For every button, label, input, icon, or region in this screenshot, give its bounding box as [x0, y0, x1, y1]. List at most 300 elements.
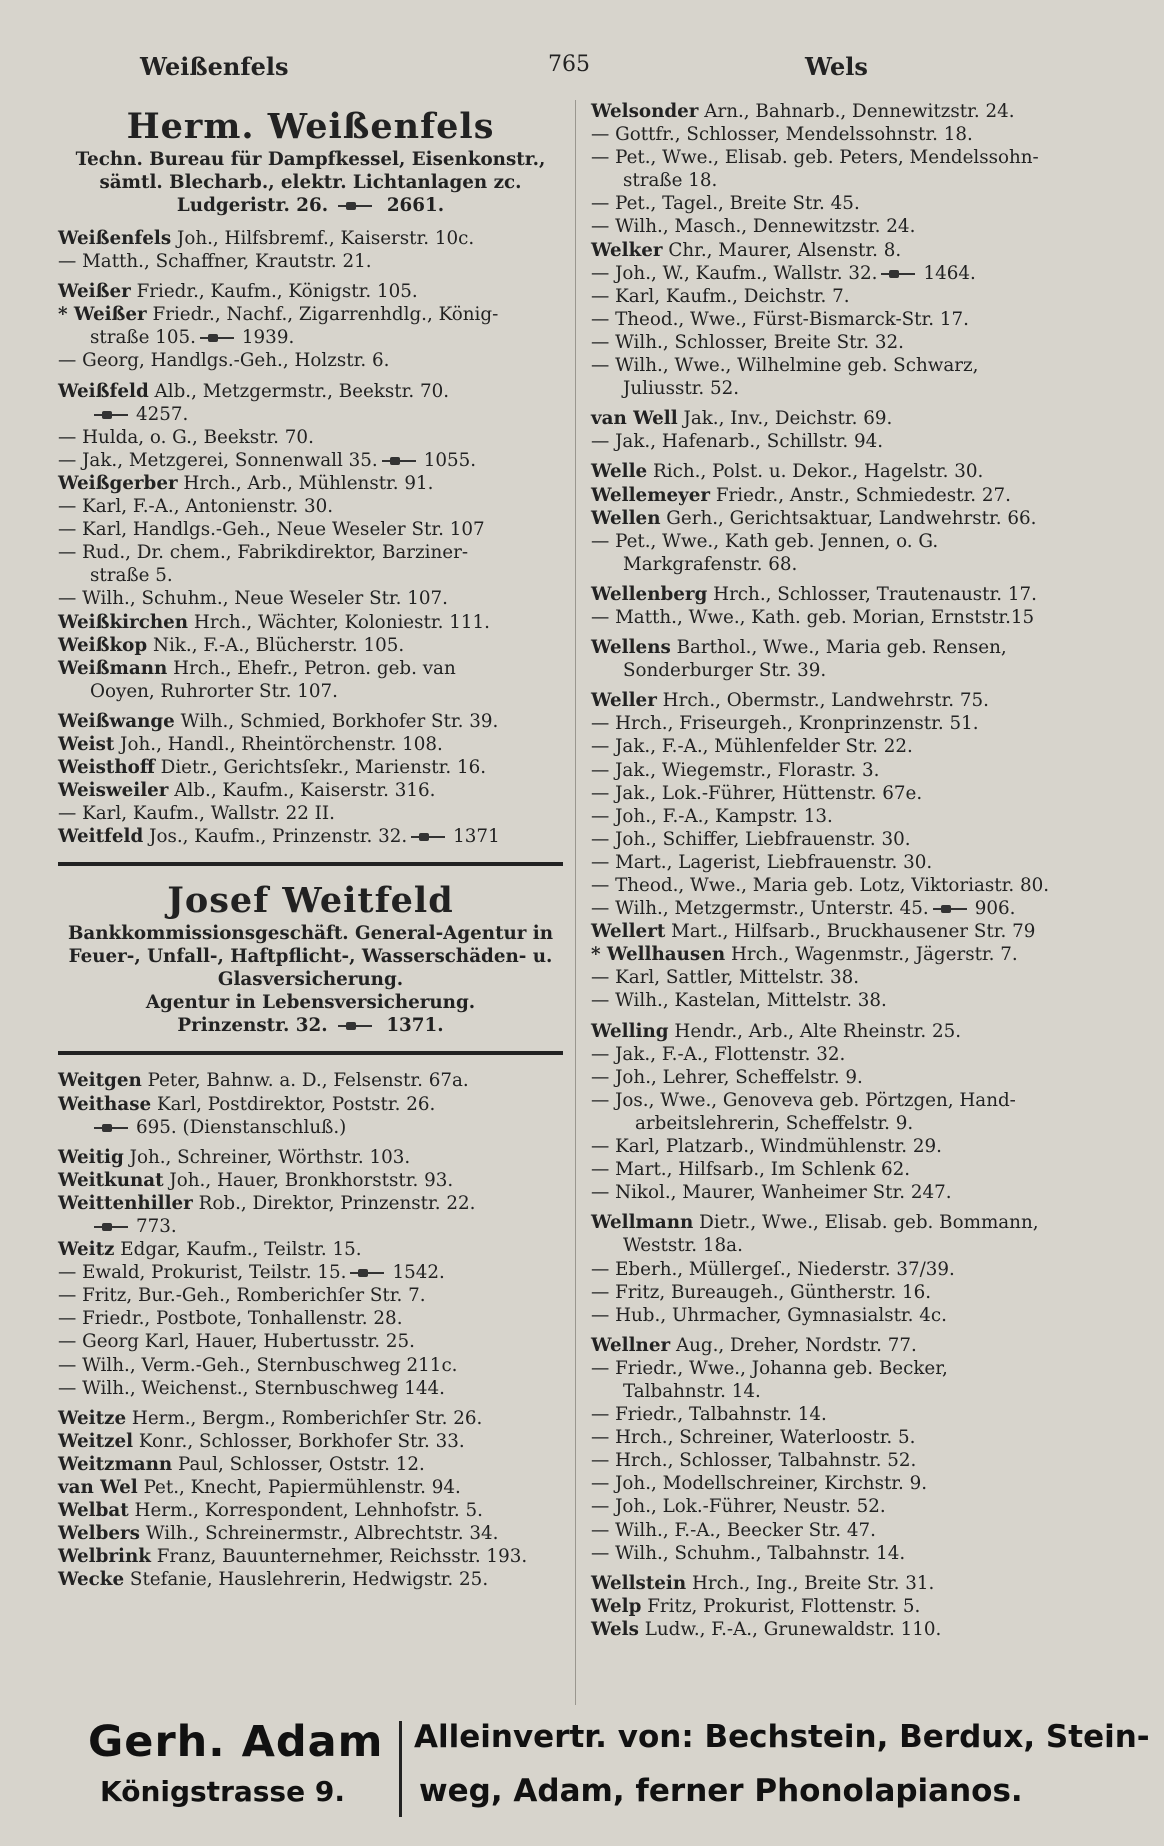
entry-details: — Karl, Sattler, Mittelstr. 38. [591, 967, 860, 989]
directory-entry [58, 227, 563, 250]
telephone-icon [933, 905, 971, 913]
directory-entry [591, 735, 1111, 758]
ad-line [58, 1014, 563, 1037]
entry-surname: Wellen [591, 507, 661, 529]
entry-details: — Wilh., Kastelan, Mittelstr. 38. [591, 990, 887, 1012]
telephone-icon [881, 270, 919, 278]
entry-surname: Welling [591, 1020, 669, 1042]
entry-details: Markgrafenstr. 68. [623, 553, 798, 575]
directory-entry [591, 1495, 1111, 1518]
directory-entry [591, 308, 1111, 331]
entry-details: Herm., Korrespondent, Lehnhofstr. 5. [134, 1500, 483, 1522]
directory-entry [58, 779, 563, 802]
directory-entry [591, 966, 1111, 989]
directory-entry [58, 1146, 563, 1169]
directory-entry [58, 1430, 563, 1453]
entry-details: Hrch., Obermstr., Landwehrstr. 75. [662, 690, 989, 712]
directory-entry [591, 1304, 1111, 1327]
ad-herm-weissenfels [58, 106, 563, 217]
entry-details: Alb., Kaufm., Kaiserstr. 316. [174, 780, 436, 802]
entry-surname: * Wellhausen [591, 944, 726, 966]
entry-details: Joh., Handl., Rheintörchenstr. 108. [120, 733, 443, 755]
entry-details: — Wilh., Metzgermstr., Unterstr. 45. [591, 898, 929, 920]
advertiser-name: Gerh. Adam [88, 1717, 384, 1767]
directory-entry [58, 1522, 563, 1545]
ad-text-line-1: Alleinvertr. von: Bechstein, Berdux, Stein- [414, 1719, 1150, 1755]
directory-entry [591, 100, 1111, 123]
entry-details: — Wilh., Schuhm., Neue Weseler Str. 107. [58, 588, 448, 610]
directory-entry [58, 472, 563, 495]
entry-surname: Welbers [58, 1523, 140, 1545]
ad-divider [399, 1721, 402, 1817]
directory-entry [591, 407, 1111, 430]
directory-entry [591, 1112, 1111, 1135]
directory-entry [591, 430, 1111, 453]
directory-entry [591, 169, 1111, 192]
entry-details: — Fritz, Bureaugeh., Güntherstr. 16. [591, 1281, 932, 1303]
column-divider [575, 100, 576, 1705]
entry-details: Chr., Maurer, Alsenstr. 8. [668, 239, 902, 261]
entry-details: — Pet., Tagel., Breite Str. 45. [591, 193, 860, 215]
directory-entry [591, 1043, 1111, 1066]
directory-entry [591, 782, 1111, 805]
entry-details: — Jos., Wwe., Genoveva geb. Pörtzgen, Hand- [591, 1089, 1016, 1111]
entry-details: — Joh., Lehrer, Scheffelstr. 9. [591, 1066, 863, 1088]
directory-entry [591, 1542, 1111, 1565]
directory-entry [58, 564, 563, 587]
left-column [58, 100, 563, 1592]
entry-surname: Weitzmann [58, 1453, 173, 1475]
right-column [591, 100, 1111, 1641]
entry-details: — Wilh., F.-A., Beecker Str. 47. [591, 1519, 876, 1541]
directory-entry [591, 1357, 1111, 1380]
entry-details: Friedr., Anstr., Schmiedestr. 27. [715, 484, 1011, 506]
directory-entry [591, 1135, 1111, 1158]
entry-details: — Fritz, Bur.-Geh., Romberichſer Str. 7. [58, 1285, 426, 1307]
entry-details: Hendr., Arb., Alte Rheinstr. 25. [674, 1020, 962, 1042]
entry-details: — Joh., Modellschreiner, Kirchstr. 9. [591, 1473, 928, 1495]
entry-surname: * Weißer [58, 304, 147, 326]
directory-entry [58, 1261, 563, 1284]
entry-details: — Joh., Schiffer, Liebfrauenstr. 30. [591, 828, 911, 850]
entry-details: — Jak., F.-A., Mühlenfelder Str. 22. [591, 736, 913, 758]
page-header [0, 52, 1164, 86]
directory-entry [591, 1211, 1111, 1234]
entry-details: — Matth., Schaffner, Krautstr. 21. [58, 251, 372, 273]
directory-entry [58, 1568, 563, 1591]
entry-details: — Hrch., Friseurgeh., Kronprinzenstr. 51. [591, 713, 979, 735]
entry-details: — Hrch., Schlosser, Talbahnstr. 52. [591, 1450, 917, 1472]
directory-entry [591, 507, 1111, 530]
directory-entry [58, 303, 563, 326]
entry-phone: 906. [974, 898, 1016, 920]
entry-details: Joh., Schreiner, Wörthstr. 103. [129, 1146, 411, 1168]
entry-details: — Georg, Handlgs.-Geh., Holzstr. 6. [58, 350, 390, 372]
entry-details: — Ewald, Prokurist, Teilstr. 15. [58, 1262, 347, 1284]
ad-line: Feuer-, Unfall-, Haftpflicht-, Wasserschäden- u. [68, 946, 553, 968]
entry-details: Gerh., Gerichtsaktuar, Landwehrstr. 66. [666, 507, 1037, 529]
entry-surname: Wels [591, 1618, 639, 1640]
entry-details: — Mart., Hilfsarb., Im Schlenk 62. [591, 1159, 911, 1181]
entry-details: Hrch., Wächter, Koloniestr. 111. [193, 611, 490, 633]
directory-entry [58, 1284, 563, 1307]
section-rule [58, 862, 563, 866]
ad-line: Glasversicherung. [217, 969, 404, 991]
telephone-icon [94, 1223, 132, 1231]
directory-entry [591, 1281, 1111, 1304]
entry-details: Franz, Bauunternehmer, Reichsstr. 193. [156, 1546, 528, 1568]
directory-entry [591, 1426, 1111, 1449]
entry-details: Herm., Bergm., Romberichſer Str. 26. [131, 1407, 483, 1429]
entry-details: Edgar, Kaufm., Teilstr. 15. [120, 1239, 362, 1261]
entry-surname: Weitzel [58, 1430, 134, 1452]
entry-surname: Weißkirchen [58, 611, 189, 633]
directory-entry [58, 495, 563, 518]
directory-entry [591, 146, 1111, 169]
entry-details: — Wilh., Verm.-Geh., Sternbuschweg 211c. [58, 1354, 458, 1376]
entry-details: Friedr., Kaufm., Königstr. 105. [136, 281, 418, 303]
directory-entry [591, 989, 1111, 1012]
directory-entry [58, 250, 563, 273]
entry-details: — Joh., W., Kaufm., Wallstr. 32. [591, 262, 878, 284]
directory-entry [58, 349, 563, 372]
entry-details: — Joh., F.-A., Kampstr. 13. [591, 805, 833, 827]
directory-entry [58, 1499, 563, 1522]
entry-details: — Jak., Metzgerei, Sonnenwall 35. [58, 449, 378, 471]
entry-details: Rob., Direktor, Prinzenstr. 22. [198, 1192, 476, 1214]
entry-surname: Weitz [58, 1239, 115, 1261]
directory-entry [591, 805, 1111, 828]
entry-details: — Friedr., Wwe., Johanna geb. Becker, [591, 1357, 948, 1379]
entry-surname: Wellert [591, 921, 666, 943]
directory-entry [591, 262, 1111, 285]
entry-surname: Wellemeyer [591, 484, 711, 506]
directory-entry [591, 239, 1111, 262]
directory-entry [591, 215, 1111, 238]
directory-entry [591, 553, 1111, 576]
directory-entry [58, 634, 563, 657]
entry-details: — Nikol., Maurer, Wanheimer Str. 247. [591, 1182, 952, 1204]
directory-entry [58, 1476, 563, 1499]
directory-entry [591, 920, 1111, 943]
entry-surname: Wellenberg [591, 583, 708, 605]
entry-surname: Weitig [58, 1146, 124, 1168]
telephone-icon [350, 1269, 388, 1277]
entry-surname: Wellner [591, 1334, 671, 1356]
entry-phone: 1464. [923, 262, 976, 284]
entry-phone: 1371 [453, 826, 500, 848]
directory-entry [591, 1334, 1111, 1357]
entry-details: Dietr., Wwe., Elisab. geb. Bommann, [699, 1212, 1039, 1234]
telephone-icon [411, 833, 449, 841]
directory-entry [58, 1453, 563, 1476]
entry-surname: Welbrink [58, 1546, 151, 1568]
directory-entry [591, 192, 1111, 215]
entry-details: Sonderburger Str. 39. [623, 660, 827, 682]
entry-surname: Weitfeld [58, 826, 144, 848]
ad-line: sämtl. Blecharb., elektr. Lichtanlagen zc. [99, 172, 522, 193]
directory-entry [58, 1192, 563, 1215]
entry-details: — Theod., Wwe., Fürst-Bismarck-Str. 17. [591, 308, 969, 330]
entry-phone: 1939. [241, 327, 295, 349]
entry-details: — Theod., Wwe., Maria geb. Lotz, Viktoriastr. 80. [591, 875, 1050, 896]
directory-entry [591, 1403, 1111, 1426]
directory-entry [58, 403, 563, 426]
entry-surname: Welle [591, 461, 648, 483]
entry-details: Ludw., F.-A., Grunewaldstr. 110. [644, 1618, 942, 1640]
entry-surname: Weisthoff [58, 757, 155, 779]
directory-entry [591, 1380, 1111, 1403]
entry-surname: Welsonder [591, 101, 699, 122]
ad-phone: 2661. [386, 195, 445, 216]
entry-details: — Gottfr., Schlosser, Mendelssohnstr. 18. [591, 124, 973, 146]
directory-entry [591, 874, 1111, 897]
directory-entry [58, 710, 563, 733]
directory-entry [58, 449, 563, 472]
ad-line: Bankkommissionsgeschäft. General-Agentur in [67, 923, 554, 945]
header-left-keyword: Weißenfels [140, 52, 289, 81]
entry-details: — Wilh., Masch., Dennewitzstr. 24. [591, 216, 916, 238]
directory-entry [58, 756, 563, 779]
entry-details: — Friedr., Talbahnstr. 14. [591, 1404, 827, 1426]
directory-entry [58, 611, 563, 634]
directory-entry [591, 943, 1111, 966]
directory-entry [58, 657, 563, 680]
entry-details: — Jak., Hafenarb., Schillstr. 94. [591, 431, 884, 453]
directory-entry [58, 426, 563, 449]
entry-details: — Mart., Lagerist, Liebfrauenstr. 30. [591, 851, 933, 873]
entry-surname: Weißfeld [58, 380, 149, 402]
entry-details: Arn., Bahnarb., Dennewitzstr. 24. [704, 101, 1015, 122]
advertiser-address: Königstrasse 9. [100, 1775, 345, 1808]
directory-entry [591, 1089, 1111, 1112]
directory-entry [591, 377, 1111, 400]
directory-entry [591, 897, 1111, 920]
entry-surname: Welp [591, 1595, 642, 1617]
entry-details: Alb., Metzgermstr., Beekstr. 70. [154, 380, 450, 402]
entry-details: Barthol., Wwe., Maria geb. Rensen, [676, 637, 1007, 659]
entry-details: Hrch., Ehefr., Petron. geb. van [173, 657, 456, 679]
directory-entry [58, 280, 563, 303]
directory-entry [58, 680, 563, 703]
entry-details: Juliusstr. 52. [623, 378, 740, 400]
directory-entry [591, 285, 1111, 308]
entry-details: — Hulda, o. G., Beekstr. 70. [58, 426, 314, 448]
entry-surname: Wecke [58, 1569, 125, 1591]
entry-surname: Weitgen [58, 1070, 142, 1092]
entry-surname: Weithase [58, 1093, 152, 1115]
entry-details: — Karl, Platzarb., Windmühlenstr. 29. [591, 1136, 942, 1158]
directory-entry [591, 123, 1111, 146]
directory-entry [591, 636, 1111, 659]
directory-entry [591, 583, 1111, 606]
directory-entry [58, 733, 563, 756]
entry-surname: Weitkunat [58, 1169, 164, 1191]
directory-entry [591, 606, 1111, 629]
entry-details: Ooyen, Ruhrorter Str. 107. [90, 680, 338, 702]
directory-entry [591, 689, 1111, 712]
directory-entry [58, 380, 563, 403]
entry-surname: Weißenfels [58, 228, 172, 249]
telephone-icon [382, 457, 420, 465]
entry-details: Talbahnstr. 14. [623, 1380, 761, 1402]
ad-line: Techn. Bureau für Dampfkessel, Eisenkonstr., [75, 149, 546, 170]
entry-details: — Jak., Wiegemstr., Florastr. 3. [591, 759, 880, 781]
entry-details: Karl, Postdirektor, Poststr. 26. [156, 1093, 436, 1115]
entry-details: — Wilh., Schuhm., Talbahnstr. 14. [591, 1542, 906, 1564]
entry-surname: Weisweiler [58, 780, 169, 802]
ad-address: Ludgeristr. 26. [176, 195, 329, 216]
entry-surname: Weittenhiller [58, 1192, 193, 1214]
entry-details: arbeitslehrerin, Scheffelstr. 9. [635, 1112, 914, 1134]
directory-entry [591, 354, 1111, 377]
entry-details: — Karl, Kaufm., Wallstr. 22 II. [58, 803, 335, 825]
entry-details: — Karl, Kaufm., Deichstr. 7. [591, 285, 850, 307]
directory-entry [58, 1069, 563, 1092]
telephone-icon [94, 411, 132, 419]
directory-entry [58, 825, 563, 848]
entry-details: Mart., Hilfsarb., Bruckhausener Str. 79 [671, 921, 1036, 943]
entry-details: — Hub., Uhrmacher, Gymnasialstr. 4c. [591, 1304, 947, 1326]
entry-details: — Wilh., Schlosser, Breite Str. 32. [591, 331, 904, 353]
entry-details: — Wilh., Wwe., Wilhelmine geb. Schwarz, [591, 355, 979, 377]
entry-surname: Weitze [58, 1407, 127, 1429]
directory-entry [591, 1258, 1111, 1281]
entry-details: Nik., F.-A., Blücherstr. 105. [152, 634, 405, 656]
entry-details: — Friedr., Postbote, Tonhallenstr. 28. [58, 1308, 403, 1330]
directory-entry [58, 541, 563, 564]
directory-entry [58, 1093, 563, 1116]
ad-line: Agentur in Lebensversicherung. [145, 992, 476, 1014]
directory-entry [58, 1116, 563, 1139]
directory-entry [591, 1572, 1111, 1595]
directory-entry [591, 484, 1111, 507]
header-right-keyword: Wels [805, 52, 868, 81]
entry-details: — Jak., F.-A., Flottenstr. 32. [591, 1043, 846, 1065]
entry-details: Jak., Inv., Deichstr. 69. [683, 408, 893, 430]
directory-entry [58, 1377, 563, 1400]
directory-entry [58, 326, 563, 349]
entry-list-right [591, 100, 1111, 1641]
entry-details: Aug., Dreher, Nordstr. 77. [675, 1334, 917, 1356]
entry-details: Konr., Schlosser, Borkhofer Str. 33. [138, 1430, 465, 1452]
directory-entry [58, 1169, 563, 1192]
directory-entry [591, 828, 1111, 851]
directory-entry [58, 1330, 563, 1353]
directory-entry [591, 1595, 1111, 1618]
telephone-icon [338, 202, 376, 210]
entry-details: — Karl, Handlgs.-Geh., Neue Weseler Str. 107 [58, 519, 485, 541]
entry-list-left-upper [58, 227, 563, 848]
entry-details: Rich., Polst. u. Dekor., Hagelstr. 30. [653, 461, 984, 483]
entry-phone: 1542. [392, 1262, 445, 1284]
entry-details: Hrch., Arb., Mühlenstr. 91. [183, 472, 434, 494]
directory-entry [591, 1158, 1111, 1181]
entry-details: — Pet., Wwe., Elisab. geb. Peters, Mendelssohn- [591, 147, 1039, 169]
entry-details: Fritz, Prokurist, Flottenstr. 5. [647, 1595, 921, 1617]
entry-details: Hrch., Wagenmstr., Jägerstr. 7. [730, 944, 1018, 966]
entry-phone: 773. [136, 1216, 177, 1237]
directory-entry [591, 1449, 1111, 1472]
entry-details: Pet., Knecht, Papiermühlenstr. 94. [143, 1477, 461, 1499]
entry-details: Stefanie, Hauslehrerin, Hedwigstr. 25. [129, 1569, 489, 1591]
entry-details: Peter, Bahnw. a. D., Felsenstr. 67a. [147, 1070, 469, 1092]
entry-details: Paul, Schlosser, Oststr. 12. [178, 1453, 425, 1475]
entry-details: Hrch., Schlosser, Trautenaustr. 17. [713, 583, 1037, 605]
telephone-icon [338, 1022, 376, 1030]
entry-surname: Wellens [591, 637, 671, 659]
entry-details: — Jak., Lok.-Führer, Hüttenstr. 67e. [591, 782, 923, 804]
entry-details: Wilh., Schreinermstr., Albrechtstr. 34. [145, 1523, 499, 1545]
ad-title: Josef Weitfeld [167, 880, 454, 922]
directory-entry [591, 712, 1111, 735]
ad-phone: 1371. [386, 1015, 444, 1037]
directory-entry [58, 802, 563, 825]
entry-phone: 695. (Dienstanschluß.) [136, 1116, 347, 1138]
directory-entry [591, 1066, 1111, 1089]
entry-surname: Weißwange [58, 710, 175, 732]
section-rule [58, 1051, 563, 1055]
entry-list-left-lower [58, 1069, 563, 1591]
page-number: 765 [548, 52, 590, 77]
entry-surname: Weißer [58, 281, 131, 303]
entry-phone: 1055. [423, 449, 477, 471]
entry-details: Hrch., Ing., Breite Str. 31. [691, 1572, 935, 1594]
ad-line [58, 194, 563, 217]
entry-surname: Wellmann [591, 1212, 694, 1234]
ad-josef-weitfeld [58, 880, 563, 1037]
entry-surname: Weller [591, 690, 657, 712]
entry-details: straße 5. [90, 565, 173, 587]
ad-text-line-2: weg, Adam, ferner Phonolapianos. [419, 1773, 1023, 1809]
directory-entry [591, 1020, 1111, 1043]
entry-details: — Joh., Lok.-Führer, Neustr. 52. [591, 1496, 886, 1518]
directory-entry [591, 530, 1111, 553]
bottom-advertisement [74, 1717, 1150, 1827]
entry-details: Jos., Kaufm., Prinzenstr. 32. [149, 826, 408, 848]
directory-entry [591, 1519, 1111, 1542]
telephone-icon [94, 1124, 132, 1132]
entry-surname: Weißmann [58, 657, 168, 679]
entry-details: Joh., Hilfsbremf., Kaiserstr. 10c. [176, 228, 475, 249]
entry-surname: Welker [591, 239, 663, 261]
telephone-icon [200, 334, 238, 342]
entry-details: — Wilh., Weichenst., Sternbuschweg 144. [58, 1377, 445, 1399]
directory-entry [591, 1618, 1111, 1641]
entry-details: — Georg Karl, Hauer, Hubertusstr. 25. [58, 1331, 415, 1353]
directory-entry [58, 1238, 563, 1261]
entry-surname: Weist [58, 733, 115, 755]
directory-entry [58, 1545, 563, 1568]
ad-address: Prinzenstr. 32. [177, 1015, 328, 1037]
directory-entry [591, 1234, 1111, 1257]
directory-entry [591, 851, 1111, 874]
entry-details: Dietr., Gerichtsſekr., Marienstr. 16. [160, 757, 487, 779]
entry-details: — Rud., Dr. chem., Fabrikdirektor, Barziner- [58, 542, 469, 564]
entry-surname: Welbat [58, 1500, 129, 1522]
directory-entry [58, 1354, 563, 1377]
directory-entry [591, 1472, 1111, 1495]
entry-surname: Weißgerber [58, 472, 178, 494]
entry-phone: 4257. [136, 403, 189, 425]
directory-entry [591, 759, 1111, 782]
directory-entry [58, 518, 563, 541]
entry-surname: van Well [591, 408, 678, 430]
entry-details: Weststr. 18a. [623, 1235, 743, 1257]
entry-details: straße 18. [623, 170, 718, 192]
directory-entry [58, 1307, 563, 1330]
entry-surname: van Wel [58, 1477, 138, 1499]
